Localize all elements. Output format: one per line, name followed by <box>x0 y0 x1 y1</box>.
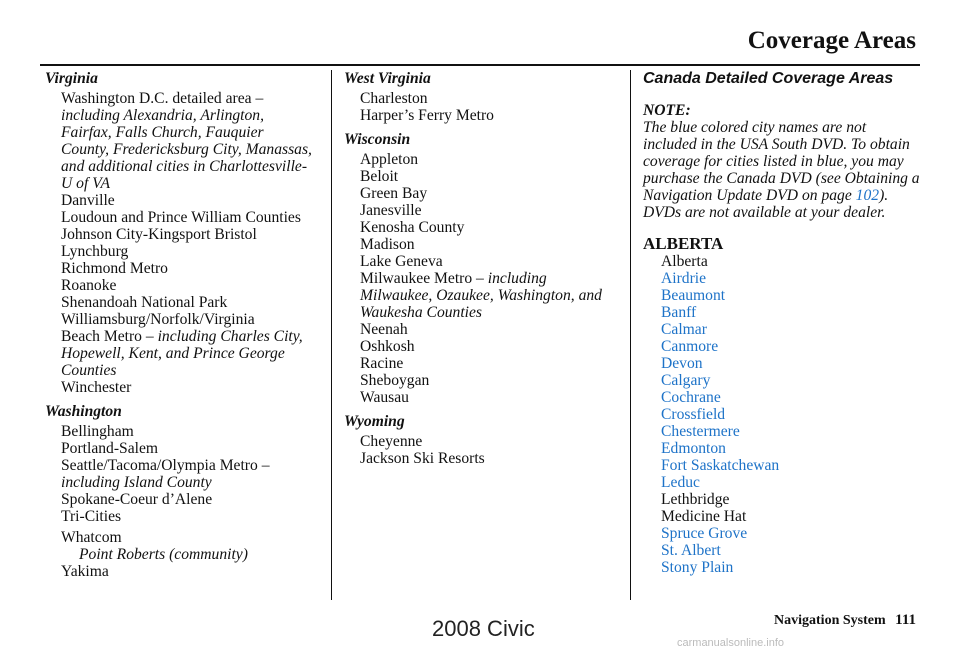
city-item: Canmore <box>661 338 719 355</box>
coverage-item: Wausau <box>360 389 409 406</box>
coverage-item: Sheboygan <box>360 372 430 389</box>
city-item: St. Albert <box>661 542 721 559</box>
coverage-item: Shenandoah National Park <box>61 294 228 311</box>
header-rule <box>40 64 920 66</box>
coverage-item: Williamsburg/Norfolk/Virginia <box>61 311 255 328</box>
city-item: Chestermere <box>661 423 740 440</box>
note-text-part: The blue colored city names are not included in the USA South DVD. To obtain coverage for cities listed in blue, you may purchase the Canada DVD (see Obtaining a Navigation Update DVD on page <box>643 119 920 204</box>
city-list <box>643 253 923 576</box>
city-item: Airdrie <box>661 270 707 287</box>
city-item: Banff <box>661 304 697 321</box>
state-section-wyoming <box>344 413 614 467</box>
coverage-item: Johnson City-Kingsport Bristol <box>61 226 257 243</box>
city-item: Medicine Hat <box>661 508 747 525</box>
state-section-washington <box>45 403 315 580</box>
column-1 <box>45 70 315 587</box>
city-item: Calmar <box>661 321 707 338</box>
coverage-item: Loudoun and Prince William Counties <box>61 209 301 226</box>
coverage-item: Lynchburg <box>61 243 129 260</box>
city-item: Calgary <box>661 372 711 389</box>
state-heading: Wyoming <box>344 413 405 430</box>
city-item: Edmonton <box>661 440 726 457</box>
coverage-item: Portland-Salem <box>61 440 159 457</box>
column-2 <box>344 70 614 474</box>
coverage-item: Spokane-Coeur d’Alene <box>61 491 213 508</box>
state-heading: Washington <box>45 403 122 420</box>
coverage-item: Madison <box>360 236 415 253</box>
coverage-item: Jackson Ski Resorts <box>360 450 485 467</box>
coverage-item: Washington D.C. detailed area – <box>61 90 264 107</box>
coverage-item: Seattle/Tacoma/Olympia Metro – <box>61 457 270 474</box>
coverage-item: Tri-Cities <box>61 508 122 525</box>
coverage-item: Bellingham <box>61 423 134 440</box>
column-divider <box>630 70 631 600</box>
coverage-item: Racine <box>360 355 404 372</box>
city-item: Fort Saskatchewan <box>661 457 780 474</box>
city-item: Stony Plain <box>661 559 734 576</box>
coverage-item: Lake Geneva <box>360 253 443 270</box>
page-number: 111 <box>895 612 916 628</box>
city-item: Spruce Grove <box>661 525 748 542</box>
watermark-model: 2008 Civic <box>432 616 535 641</box>
state-section-virginia <box>45 70 315 396</box>
coverage-item: Yakima <box>61 563 109 580</box>
column-3 <box>643 70 923 576</box>
coverage-item: Harper’s Ferry Metro <box>360 107 494 124</box>
footer-section-label: Navigation System <box>774 613 886 628</box>
coverage-item: Charleston <box>360 90 428 107</box>
coverage-item: Whatcom <box>61 529 122 546</box>
city-item: Alberta <box>661 253 708 270</box>
state-heading: West Virginia <box>344 70 431 87</box>
page-title: Coverage Areas <box>747 27 916 54</box>
city-item: Beaumont <box>661 287 726 304</box>
coverage-item <box>61 328 315 379</box>
city-item: Leduc <box>661 474 700 491</box>
state-section-wisconsin <box>344 131 614 406</box>
coverage-item: Oshkosh <box>360 338 415 355</box>
note-text-part: ). DVDs are not available at your dealer. <box>643 187 889 221</box>
coverage-item-detail: including Alexandria, Arlington, Fairfax, Falls Church, Fauquier County, Fredericksburg City, Manassas, and additional cities in Charlottesville-U of VA <box>61 107 312 192</box>
province-heading-alberta: ALBERTA <box>643 234 724 253</box>
watermark-site: carmanualsonline.info <box>677 637 785 649</box>
coverage-item <box>360 270 614 321</box>
city-item: Crossfield <box>661 406 726 423</box>
page-footer <box>774 612 916 629</box>
city-item: Devon <box>661 355 703 372</box>
column-divider <box>331 70 332 600</box>
coverage-item: Neenah <box>360 321 408 338</box>
coverage-item: Roanoke <box>61 277 117 294</box>
coverage-item-detail: including Milwaukee, Ozaukee, Washington, and Waukesha Counties <box>360 270 602 321</box>
city-item: Cochrane <box>661 389 721 406</box>
coverage-item: Appleton <box>360 151 419 168</box>
canada-section-title: Canada Detailed Coverage Areas <box>643 70 894 87</box>
coverage-item: Winchester <box>61 379 132 396</box>
state-heading: Virginia <box>45 70 98 87</box>
coverage-item: Janesville <box>360 202 422 219</box>
coverage-item-detail: including Island County <box>61 474 212 491</box>
state-heading: Wisconsin <box>344 131 411 148</box>
coverage-item: Danville <box>61 192 115 209</box>
coverage-item: Beloit <box>360 168 399 185</box>
city-item: Lethbridge <box>661 491 730 508</box>
note-label: NOTE: <box>643 102 691 119</box>
coverage-item-label: Beach Metro – <box>61 328 154 345</box>
coverage-item-label: Milwaukee Metro – <box>360 270 484 287</box>
coverage-item: Cheyenne <box>360 433 423 450</box>
coverage-item-detail: including Charles City, Hopewell, Kent, and Prince George Counties <box>61 328 303 379</box>
page-reference-link[interactable]: 102 <box>855 187 880 204</box>
coverage-subitem: Point Roberts (community) <box>79 546 248 563</box>
coverage-item: Green Bay <box>360 185 428 202</box>
coverage-item: Kenosha County <box>360 219 465 236</box>
state-section-west-virginia <box>344 70 614 124</box>
coverage-item: Richmond Metro <box>61 260 168 277</box>
note-text <box>643 119 923 221</box>
